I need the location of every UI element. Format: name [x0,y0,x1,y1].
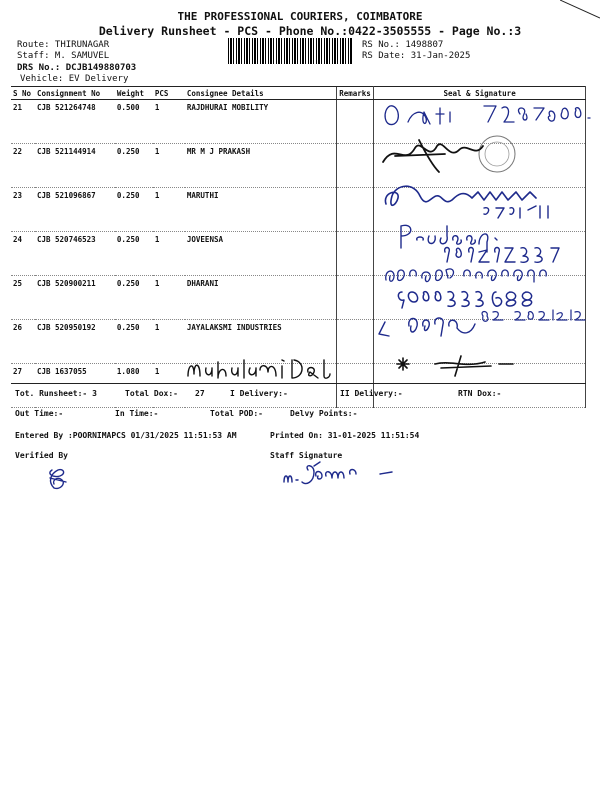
col-sno: S No [11,87,35,100]
total-pod: Total POD:- [210,409,263,418]
runsheet-subtitle: Delivery Runsheet - PCS - Phone No.:0422-3505555 - Page No.:3 [98,24,522,38]
cell-weight: 0.250 [115,276,153,320]
verified-by-label: Verified By [15,451,68,460]
signature-row-27 [395,350,555,380]
cell-remarks [337,100,374,144]
signature-row-24 [395,218,585,266]
cell-remarks [337,232,374,276]
cell-sno: 27 [11,364,35,408]
cell-pcs: 1 [153,364,185,408]
staff-signature [280,456,400,490]
col-pcs: PCS [153,87,185,100]
signature-row-26 [375,306,590,348]
cell-sno: 22 [11,144,35,188]
cell-sno: 26 [11,320,35,364]
cell-pcs: 1 [153,188,185,232]
signature-row-21 [380,98,595,132]
staff: Staff: M. SAMUVEL [17,51,110,61]
cell-sno: 25 [11,276,35,320]
i-delivery: I Delivery:- [230,389,288,398]
cell-consignment: CJB 521144914 [35,144,115,188]
col-remarks: Remarks [337,87,374,100]
drs-number: DRS No.: DCJB149880703 [17,63,137,73]
total-runsheet: Tot. Runsheet:- 3 [15,389,97,398]
cell-remarks [337,276,374,320]
cell-consignment: CJB 1637055 [35,364,115,408]
consignee-signature-row-27 [184,352,334,384]
rs-date: RS Date: 31-Jan-2025 [362,51,471,61]
cell-remarks [337,188,374,232]
cell-sno: 24 [11,232,35,276]
cell-remarks [337,364,374,408]
cell-consignee: RAJDHURAI MOBILITY [185,100,337,144]
total-dox-value: 27 [195,389,205,398]
cell-pcs: 1 [153,144,185,188]
cell-pcs: 1 [153,100,185,144]
in-time: In Time:- [115,409,159,418]
cell-pcs: 1 [153,232,185,276]
cell-consignee: MR M J PRAKASH [185,144,337,188]
ii-delivery: II Delivery:- [340,389,403,398]
col-weight: Weight [115,87,153,100]
cell-consignment: CJB 520746523 [35,232,115,276]
verified-by-signature [44,466,72,492]
cell-consignee: JAYALAKSMI INDUSTRIES [185,320,337,364]
col-consignment: Consignment No [35,87,115,100]
cell-consignment: CJB 521264748 [35,100,115,144]
company-title: THE PROFESSIONAL COURIERS, COIMBATORE [177,10,423,23]
barcode [228,38,353,64]
cell-pcs: 1 [153,320,185,364]
total-dox-label: Total Dox:- [125,389,178,398]
delivery-points: Delvy Points:- [290,409,358,418]
vehicle: Vehicle: EV Delivery [20,74,129,84]
signature-row-25 [380,262,580,310]
seal-signature-row-22 [375,132,525,178]
cell-sno: 23 [11,188,35,232]
rtn-dox: RTN Dox:- [458,389,502,398]
cell-consignee: JOVEENSA [185,232,337,276]
staff-signature-label: Staff Signature [270,451,343,460]
cell-consignment: CJB 520900211 [35,276,115,320]
cell-pcs: 1 [153,276,185,320]
col-consignee: Consignee Details [185,87,337,100]
cell-sno: 21 [11,100,35,144]
out-time: Out Time:- [15,409,64,418]
cell-weight: 0.250 [115,232,153,276]
printed-on: Printed On: 31-01-2025 11:51:54 [270,431,420,440]
cell-weight: 0.500 [115,100,153,144]
cell-weight: 1.080 [115,364,153,408]
totals-divider [11,383,586,384]
cell-weight: 0.250 [115,144,153,188]
cell-consignee: MARUTHI [185,188,337,232]
col-signature: Seal & Signature [374,87,586,100]
cell-weight: 0.250 [115,320,153,364]
rs-number: RS No.: 1498807 [362,40,444,50]
route: Route: THIRUNAGAR [17,40,110,50]
signature-row-23 [380,176,590,220]
cell-remarks [337,144,374,188]
cell-remarks [337,320,374,364]
cell-consignment: CJB 520950192 [35,320,115,364]
entered-by: Entered By :POORNIMAPCS 01/31/2025 11:51:53 AM [15,431,237,440]
cell-weight: 0.250 [115,188,153,232]
cell-consignment: CJB 521096867 [35,188,115,232]
cell-consignee: DHARANI [185,276,337,320]
